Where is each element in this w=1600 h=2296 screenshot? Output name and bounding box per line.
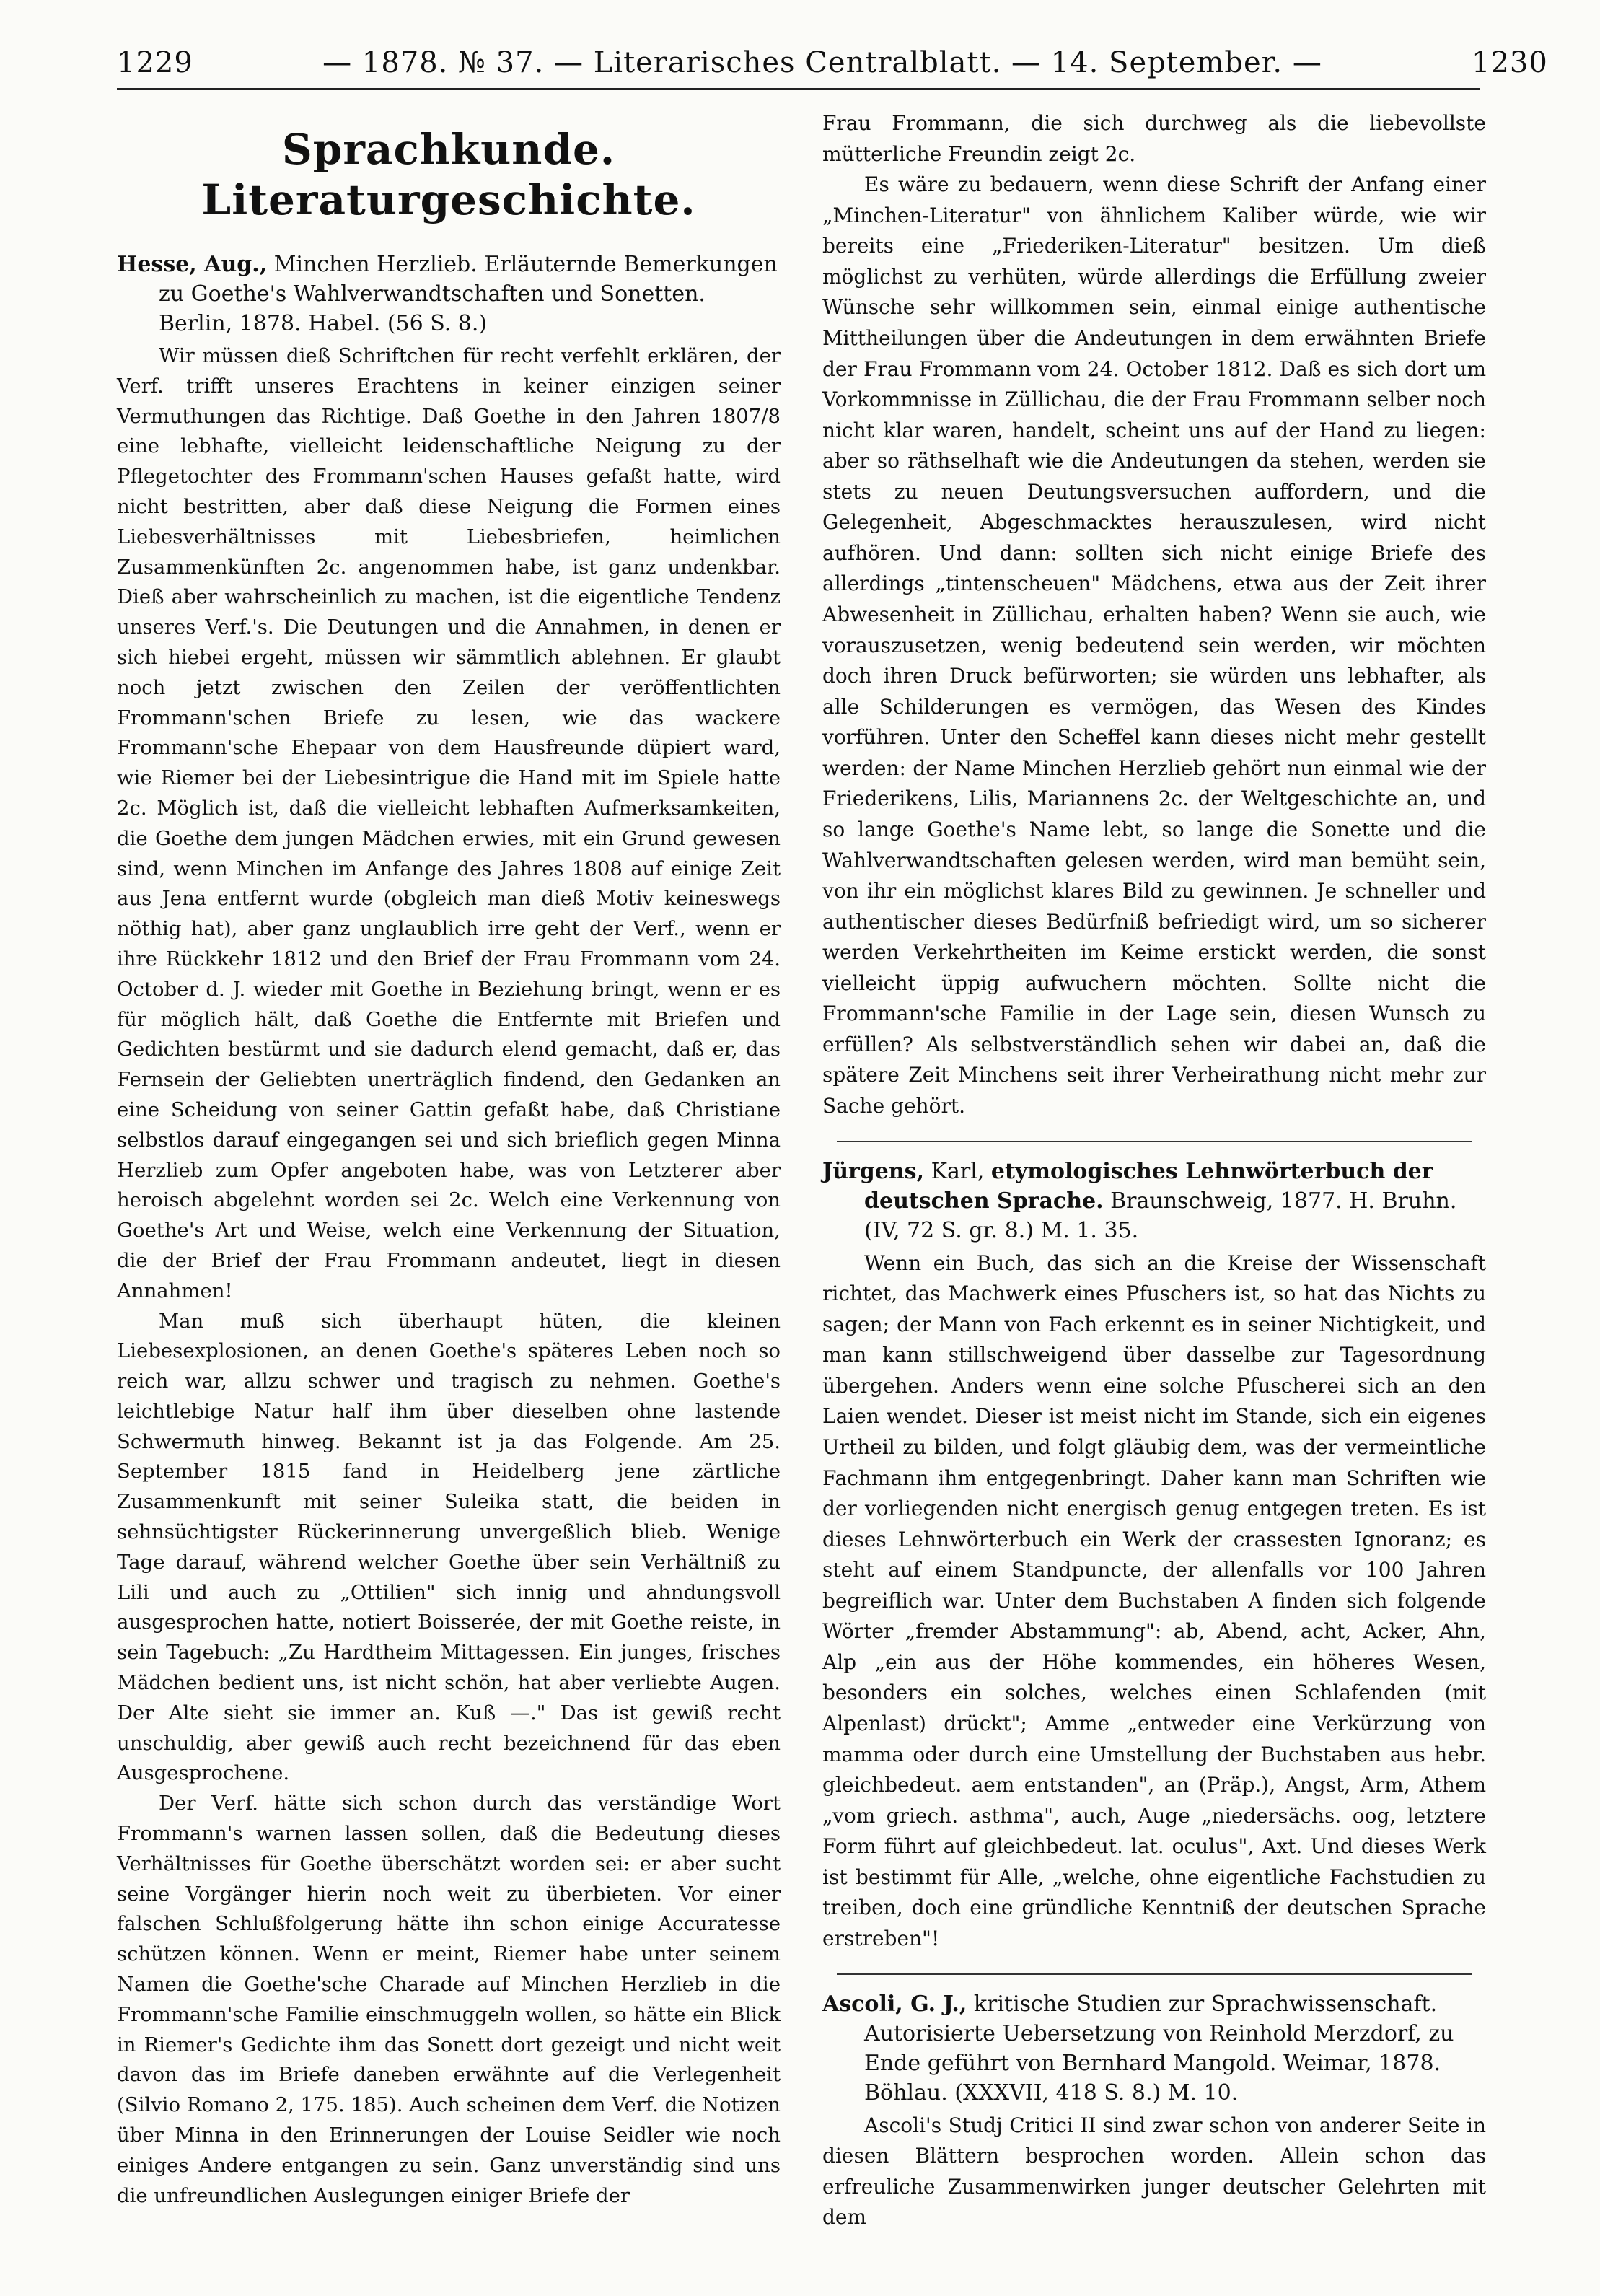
entry-bibliography: Braunschweig, 1877. H. Bruhn. (IV, 72 S. gr. 8.) M. 1. 35. xyxy=(864,1188,1457,1243)
left-column xyxy=(117,108,781,2211)
entry-divider xyxy=(837,1141,1472,1142)
entry-author: Ascoli, G. J., xyxy=(822,1991,967,2017)
right-column xyxy=(822,108,1486,2233)
page-number-left: 1229 xyxy=(117,46,193,79)
review-entry-header xyxy=(117,250,781,338)
entry-title: etymologisches Lehnwörterbuch der deutschen Sprache. xyxy=(864,1158,1433,1214)
entry-author-first: Karl, xyxy=(931,1158,985,1184)
entry-bibliography: Minchen Herzlieb. Erläuternde Bemerkungen zu Goethe's Wahlverwandtschaften und Sonetten. Berlin, 1878. Habel. (56 S. 8.) xyxy=(159,252,778,336)
running-head: — 1878. № 37. — Literarisches Centralblatt. — 14. September. — xyxy=(322,46,1322,79)
review-entry-header xyxy=(822,1989,1486,2108)
entry-author: Jürgens, xyxy=(822,1158,925,1184)
review-paragraph: Wenn ein Buch, das sich an die Kreise der Wissenschaft richtet, das Machwerk eines Pfuschers ist, so hat das Nichts zu sagen; der Mann von Fach erkennt es in seiner Nichtigkeit, und man kann stillschweigend über dasselbe zur Tagesordnung übergehen. Anders wenn eine solche Pfuscherei sich an den Laien wendet. Dieser ist meist nicht im Stande, sich ein eigenes Urtheil zu bilden, und folgt gläubig dem, was der vermeintliche Fachmann ihm entgegenbringt. Daher kann man Schriften wie der vorliegenden nicht energisch genug entgegen treten. Es ist dieses Lehnwörterbuch ein Werk der crassesten Ignoranz; es steht auf einem Standpuncte, der allenfalls vor 100 Jahren begreiflich war. Unter dem Buchstaben A finden sich folgende Wörter „fremder Abstammung": ab, Abend, acht, Acker, Ahn, Alp „ein aus der Höhe kommendes, ein höheres Wesen, besonders ein solches, welches einen Schlafenden (mit Alpenlast) drückt"; Amme „entweder eine Verkürzung von mamma oder durch eine Umstellung der Buchstaben aus hebr. gleichbedeut. aem entstanden", an (Präp.), Angst, Arm, Athem „vom griech. asthma", auch, Auge „niedersächs. oog, letztere Form führt auf gleichbedeut. lat. oculus", Axt. Und dieses Werk ist bestimmt für Alle, „welche, ohne eigentliche Fachstudien zu treiben, doch eine gründliche Kenntniß der deutschen Sprache erstreben"! xyxy=(822,1250,1486,1950)
entry-author: Hesse, Aug., xyxy=(117,252,268,277)
review-paragraph: Der Verf. hätte sich schon durch das verständige Wort Frommann's warnen lassen sollen, daß die Bedeutung dieses Verhältnisses für Goethe überschätzt worden sei: er aber sucht seine Vorgänger hierin noch weit zu überbieten. Vor einer falschen Schlußfolgerung hätte ihn schon einige Accuratesse schützen können. Wenn er meint, Riemer habe unter seinem Namen die Goethe'sche Charade auf Minchen Herzlieb in die Frommann'sche Familie einschmuggeln wollen, so hätte ein Blick in Riemer's Gedichte ihm das Sonett dort gezeigt und nicht weit davon das im Briefe daneben erwähnte auf die Verlegenheit (Silvio Romano 2, 175. 185). Auch scheinen dem Verf. die Notizen über Minna in den Erinnerungen der Louise Seidler wie noch einiges Andere entgangen zu sein. Ganz unverständig sind uns die unfreundlichen Auslegungen einiger Briefe der xyxy=(117,1792,781,2207)
review-paragraph: Wir müssen dieß Schriftchen für recht verfehlt erklären, der Verf. trifft unseres Erachtens in keiner einzigen seiner Vermuthungen das Richtige. Daß Goethe in den Jahren 1807/8 eine lebhafte, vielleicht leidenschaftliche Neigung zu der Pflegetochter des Frommann'schen Hauses gefaßt hatte, wird nicht bestritten, aber daß diese Neigung die Formen eines Liebesverhältnisses mit Liebesbriefen, heimlichen Zusammenkünften 2c. angenommen habe, ist ganz undenkbar. Dieß aber wahrscheinlich zu machen, ist die eigentliche Tendenz unseres Verf.'s. Die Deutungen und die Annahmen, in denen er sich hiebei ergeht, müssen wir sämmtlich ablehnen. Er glaubt noch jetzt zwischen den Zeilen der veröffentlichten Frommann'schen Briefe zu lesen, wie das wackere Frommann'sche Ehepaar von dem Hausfreunde düpiert ward, wie Riemer bei der Liebesintrigue die Hand mit im Spiele hatte 2c. Möglich ist, daß die vielleicht lebhaften Aufmerksamkeiten, die Goethe dem jungen Mädchen erwies, mit ein Grund gewesen sind, wenn Minchen im Anfange des Jahres 1808 auf einige Zeit aus Jena entfernt wurde (obgleich man dieß Motiv keineswegs nöthig hat), aber ganz unglaublich irre geht der Verf., wenn er ihre Rückkehr 1812 und den Brief der Frau Frommann vom 24. October d. J. wieder mit Goethe in Beziehung bringt, wenn er es für möglich hält, daß Goethe die Entfernte mit Briefen und Gedichten bestürmt und sie dadurch elend gemacht, daß er, das Fernsein der Geliebten unerträglich findend, den Gedanken an eine Scheidung von seiner Gattin gefaßt habe, daß Christiane selbstlos darauf eingegangen sei und sich brieflich gegen Minna Herzlieb zum Opfer angeboten habe, was von Letzterer aber heroisch abgelehnt worden sei 2c. Welch eine Verkennung von Goethe's Art und Weise, welch eine Verkennung der Situation, die der Brief der Frau Frommann andeutet, liegt in diesen Annahmen! xyxy=(117,344,781,1302)
review-paragraph-continued: Frau Frommann, die sich durchweg als die liebevollste mütterliche Freundin zeigt 2c. xyxy=(822,111,1486,166)
review-paragraph: Man muß sich überhaupt hüten, die kleinen Liebesexplosionen, an denen Goethe's späteres Leben noch so reich war, allzu schwer und tragisch zu nehmen. Goethe's leichtlebige Natur half ihm über dieselben ohne lastende Schwermuth hinweg. Bekannt ist ja das Folgende. Am 25. September 1815 fand in Heidelberg jene zärtliche Zusammenkunft mit seiner Suleika statt, die beiden in sehnsüchtigster Rückerinnerung unvergeßlich blieb. Wenige Tage darauf, während welcher Goethe über sein Verhältniß zu Lili und auch zu „Ottilien" sich innig und ahndungsvoll ausgesprochen hatte, notiert Boisserée, der mit Goethe reiste, in sein Tagebuch: „Zu Hardtheim Mittagessen. Ein junges, frisches Mädchen bedient uns, ist nicht schön, hat aber verliebte Augen. Der Alte sieht sie immer an. Kuß —." Das ist gewiß recht unschuldig, aber gewiß auch recht bezeichnend für das eben Ausgesprochene. xyxy=(117,1309,781,1785)
review-paragraph: Ascoli's Studj Critici II sind zwar schon von anderer Seite in diesen Blättern besprochen worden. Allein schon das erfreuliche Zusammenwirken junger deutscher Gelehrten mit dem xyxy=(822,2113,1486,2230)
review-entry-header xyxy=(822,1157,1486,1245)
entry-bibliography: kritische Studien zur Sprachwissenschaft. Autorisierte Uebersetzung von Reinhold Merzdorf, zu Ende geführt von Bernhard Mangold. Weimar, 1878. Böhlau. (XXXVII, 418 S. 8.) M. 10. xyxy=(864,1991,1454,2106)
page-number-right: 1230 xyxy=(1472,46,1548,79)
header-rule xyxy=(117,88,1480,90)
section-title: Sprachkunde. Literaturgeschichte. xyxy=(201,125,696,224)
entry-divider xyxy=(837,1973,1472,1975)
review-paragraph: Es wäre zu bedauern, wenn diese Schrift der Anfang einer „Minchen-Literatur" von ähnlichem Kaliber würde, wie wir bereits eine „Friederiken-Literatur" besitzen. Um dieß möglichst zu verhüten, würde allerdings die Erfüllung zweier Wünsche sehr willkommen sein, einmal einige authentische Mittheilungen über die Andeutungen in dem erwähnten Briefe der Frau Frommann vom 24. October 1812. Daß es sich dort um Vorkommnisse in Züllichau, die der Frau Frommann selber noch nicht klar waren, handelt, scheint uns auf der Hand zu liegen: aber so räthselhaft wie die Andeutungen da stehen, werden sie stets zu neuen Deutungsversuchen auffordern, und die Gelegenheit, Abgeschmacktes herauszulesen, wird nicht aufhören. Und dann: sollten sich nicht einige Briefe des allerdings „tintenscheuen" Mädchens, etwa aus der Zeit ihrer Abwesenheit in Züllichau, erhalten haben? Wenn sie auch, wie vorauszusetzen, wenig bedeutend sein werden, wir möchten doch ihren Druck befürworten; sie würden uns lebhafter, als alle Schilderungen es vermögen, das Wesen des Kindes vorführen. Unter den Scheffel kann dieses nicht mehr gestellt werden: der Name Minchen Herzlieb gehört nun einmal wie der Friederikens, Lilis, Mariannens 2c. der Weltgeschichte an, und so lange Goethe's Name lebt, so lange die Sonette und die Wahlverwandtschaften gelesen werden, wird man bemüht sein, von ihr ein möglichst klares Bild zu gewinnen. Je schneller und authentischer dieses Bedürfniß befriedigt wird, um so sicherer werden Verkehrtheiten im Keime erstickt werden, die sonst vielleicht üppig aufwuchern möchten. Sollte nicht die Frommann'sche Familie in der Lage sein, diesen Wunsch zu erfüllen? Als selbstverständlich sehen wir dabei an, daß die spätere Zeit Minchens seit ihrer Verheirathung nicht mehr zur Sache gehört. xyxy=(822,172,1486,1118)
